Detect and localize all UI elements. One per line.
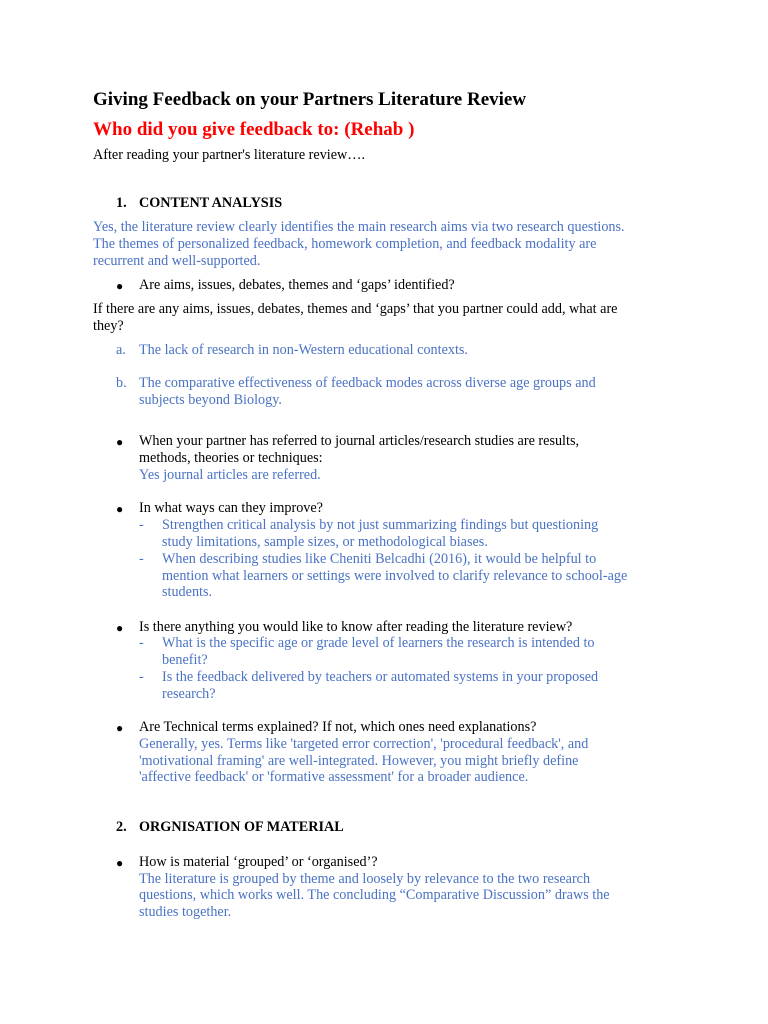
list-item: What is the specific age or grade level of learners the research is intended to bbox=[162, 635, 595, 651]
question-text: they? bbox=[93, 318, 124, 334]
list-item: research? bbox=[162, 686, 216, 702]
bullet-icon: ● bbox=[116, 856, 124, 870]
bullet-icon: ● bbox=[116, 621, 124, 635]
bullet-icon: ● bbox=[116, 502, 124, 516]
list-item: The comparative effectiveness of feedback modes across diverse age groups and bbox=[139, 375, 596, 391]
list-item: benefit? bbox=[162, 652, 208, 668]
list-item: students. bbox=[162, 584, 213, 600]
section-heading-content-analysis: CONTENT ANALYSIS bbox=[139, 195, 283, 211]
list-item: subjects beyond Biology. bbox=[139, 392, 282, 408]
question-text: In what ways can they improve? bbox=[139, 500, 323, 516]
answer-line: The themes of personalized feedback, homework completion, and feedback modality are bbox=[93, 236, 597, 252]
answer-line: questions, which works well. The concluding “Comparative Discussion” draws the bbox=[139, 887, 610, 903]
question-text: How is material ‘grouped’ or ‘organised’? bbox=[139, 854, 378, 870]
list-marker: b. bbox=[116, 375, 127, 391]
list-marker: a. bbox=[116, 342, 126, 358]
section-number: 1. bbox=[116, 195, 127, 211]
list-marker: - bbox=[139, 669, 144, 685]
list-item: study limitations, sample sizes, or methodological biases. bbox=[162, 534, 488, 550]
answer-line: recurrent and well-supported. bbox=[93, 253, 261, 269]
list-item: When describing studies like Cheniti Belcadhi (2016), it would be helpful to bbox=[162, 551, 597, 567]
list-item: Is the feedback delivered by teachers or automated systems in your proposed bbox=[162, 669, 599, 685]
list-marker: - bbox=[139, 517, 144, 533]
section-heading-organisation: ORGNISATION OF MATERIAL bbox=[139, 819, 344, 835]
question-text: If there are any aims, issues, debates, themes and ‘gaps’ that you partner could add, what are bbox=[93, 301, 618, 317]
recipient-heading: Who did you give feedback to: (Rehab ) bbox=[93, 119, 415, 140]
list-item: The lack of research in non-Western educational contexts. bbox=[139, 342, 468, 358]
question-text: When your partner has referred to journal articles/research studies are results, bbox=[139, 433, 580, 449]
bullet-icon: ● bbox=[116, 279, 124, 293]
list-marker: - bbox=[139, 635, 144, 651]
bullet-icon: ● bbox=[116, 721, 124, 735]
section-number: 2. bbox=[116, 819, 127, 835]
intro-text: After reading your partner's literature review…. bbox=[93, 147, 366, 163]
list-item: Strengthen critical analysis by not just summarizing findings but questioning bbox=[162, 517, 599, 533]
list-item: mention what learners or settings were involved to clarify relevance to school-age bbox=[162, 568, 628, 584]
question-text: Are Technical terms explained? If not, which ones need explanations? bbox=[139, 719, 537, 735]
answer-line: 'affective feedback' or 'formative assessment' for a broader audience. bbox=[139, 769, 529, 785]
question-text: Is there anything you would like to know after reading the literature review? bbox=[139, 619, 573, 635]
page-title: Giving Feedback on your Partners Literature Review bbox=[93, 89, 527, 110]
question-text: methods, theories or techniques: bbox=[139, 450, 323, 466]
answer-line: Yes, the literature review clearly identifies the main research aims via two research questions. bbox=[93, 219, 625, 235]
answer-line: Yes journal articles are referred. bbox=[139, 467, 321, 483]
answer-line: Generally, yes. Terms like 'targeted error correction', 'procedural feedback', and bbox=[139, 736, 589, 752]
bullet-icon: ● bbox=[116, 435, 124, 449]
answer-line: studies together. bbox=[139, 904, 232, 920]
list-marker: - bbox=[139, 551, 144, 567]
answer-line: 'motivational framing' are well-integrated. However, you might briefly define bbox=[139, 753, 579, 769]
question-text: Are aims, issues, debates, themes and ‘gaps’ identified? bbox=[139, 277, 455, 293]
answer-line: The literature is grouped by theme and loosely by relevance to the two research bbox=[139, 871, 591, 887]
